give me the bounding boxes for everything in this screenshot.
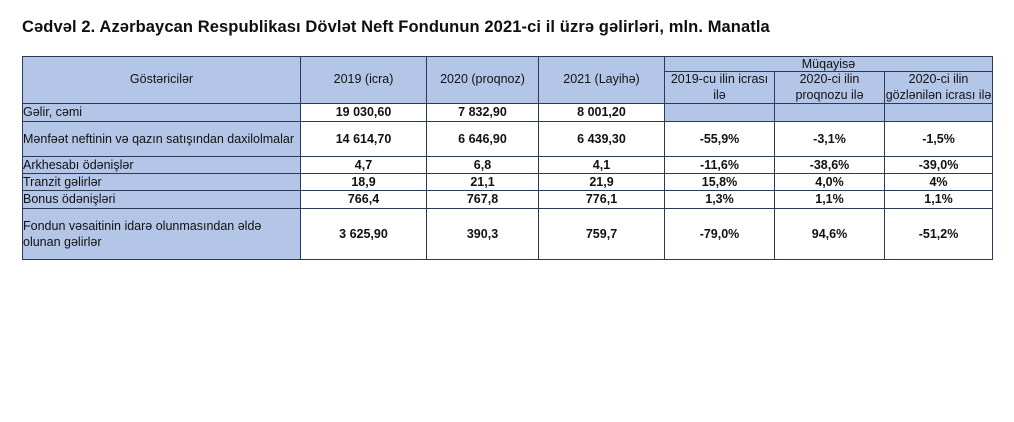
row-label: Tranzit gəlirlər [23,174,301,191]
cell-2019: 14 614,70 [301,121,427,156]
table-row [23,121,993,156]
cell-compare-2: 94,6% [775,208,885,260]
cell-compare-1: 1,3% [665,191,775,208]
cell-compare-3: -39,0% [885,156,993,173]
cell-2019: 766,4 [301,191,427,208]
cell-2020: 6 646,90 [427,121,539,156]
cell-compare-2: 4,0% [775,174,885,191]
table-container [22,56,992,260]
cell-2020: 6,8 [427,156,539,173]
column-header-compare-2020-forecast: 2020-ci ilin proqnozu ilə [775,72,885,104]
cell-2021: 8 001,20 [539,104,665,121]
cell-2020: 767,8 [427,191,539,208]
cell-2021: 776,1 [539,191,665,208]
row-label: Fondun vəsaitinin idarə olunmasından əldə olunan gəlirlər [23,208,301,260]
cell-compare-3: 4% [885,174,993,191]
column-header-2020-forecast: 2020 (proqnoz) [427,57,539,104]
cell-compare-2: 1,1% [775,191,885,208]
cell-compare-1 [665,104,775,121]
page-title: Cədvəl 2. Azərbaycan Respublikası Dövlət Neft Fondunun 2021-ci il üzrə gəlirləri, mln. Manatla [22,18,770,36]
revenue-table [22,56,993,260]
column-header-2021-draft: 2021 (Layihə) [539,57,665,104]
cell-2020: 390,3 [427,208,539,260]
cell-compare-3: 1,1% [885,191,993,208]
cell-2021: 4,1 [539,156,665,173]
table-header-row-group [23,57,993,72]
column-group-header-comparison: Müqayisə [665,57,993,72]
column-header-compare-2019-execution: 2019-cu ilin icrası ilə [665,72,775,104]
column-header-2019-execution: 2019 (icra) [301,57,427,104]
cell-2019: 19 030,60 [301,104,427,121]
cell-2021: 759,7 [539,208,665,260]
cell-compare-1: -11,6% [665,156,775,173]
cell-compare-2: -3,1% [775,121,885,156]
cell-2019: 18,9 [301,174,427,191]
table-row [23,174,993,191]
table-row [23,191,993,208]
cell-compare-1: 15,8% [665,174,775,191]
cell-2021: 21,9 [539,174,665,191]
cell-2021: 6 439,30 [539,121,665,156]
table-body [23,104,993,260]
cell-compare-2: -38,6% [775,156,885,173]
table-header [23,57,993,104]
cell-compare-1: -79,0% [665,208,775,260]
table-row [23,208,993,260]
cell-2019: 4,7 [301,156,427,173]
column-header-indicators: Göstəricilər [23,57,301,104]
table-row [23,156,993,173]
table-row [23,104,993,121]
cell-2019: 3 625,90 [301,208,427,260]
column-header-compare-2020-expected: 2020-ci ilin gözlənilən icrası ilə [885,72,993,104]
cell-2020: 7 832,90 [427,104,539,121]
row-label: Gəlir, cəmi [23,104,301,121]
cell-compare-2 [775,104,885,121]
row-label: Arkhesabı ödənişlər [23,156,301,173]
cell-2020: 21,1 [427,174,539,191]
cell-compare-3: -1,5% [885,121,993,156]
cell-compare-3 [885,104,993,121]
cell-compare-1: -55,9% [665,121,775,156]
row-label: Bonus ödənişləri [23,191,301,208]
cell-compare-3: -51,2% [885,208,993,260]
row-label: Mənfəət neftinin və qazın satışından daxilolmalar [23,121,301,156]
